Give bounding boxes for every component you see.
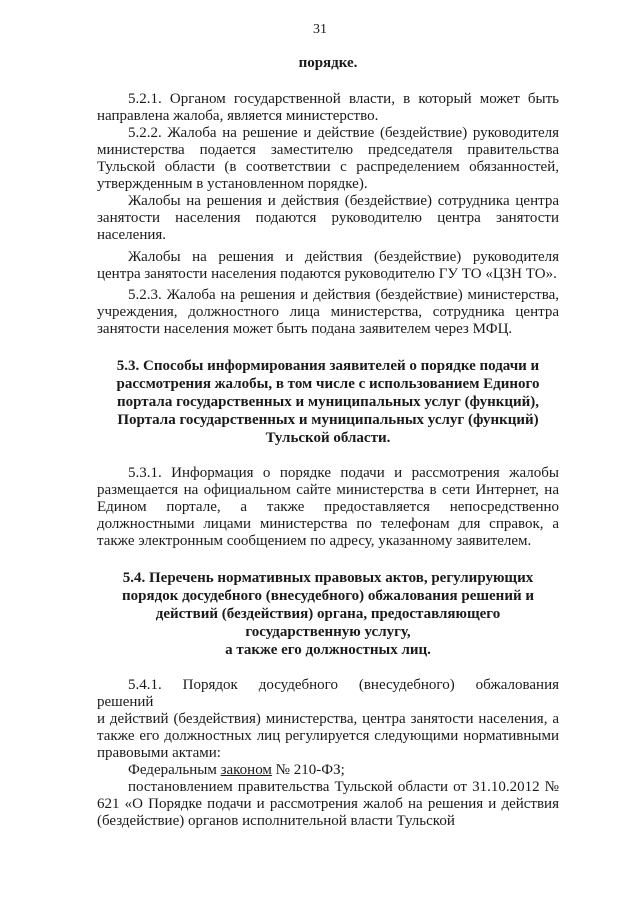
heading-5-4	[97, 569, 559, 659]
paragraph-5-4-1-first-line: 5.4.1. Порядок досудебного (внесудебного) обжалования	[128, 677, 559, 693]
paragraph-5-3-1: 5.3.1. Информация о порядке подачи и рассмотрения жалобы размещается на официальном сайте министерства в сети Интернет, на Едином портале, а также предоставляется непосредственно должностными лицами министерства по телефонам для справок, а также электронным сообщением по адресу, указанному заявителем.	[97, 465, 559, 549]
heading-5-4-line: государственную услугу,	[245, 624, 411, 640]
heading-5-3-line: портала государственных и муниципальных услуг (функций),	[116, 394, 540, 410]
paragraph-5-4-1-wrap: решений	[97, 694, 154, 710]
page-number: 31	[313, 22, 327, 37]
federal-law-suffix: № 210-ФЗ;	[275, 762, 345, 778]
heading-5-3-line: 5.3. Способы информирования заявителей о порядке подачи и	[116, 358, 540, 374]
heading-5-3-line: рассмотрения жалобы, в том числе с использованием Единого	[116, 376, 540, 392]
heading-5-4-line: 5.4. Перечень нормативных правовых актов, регулирующих	[122, 570, 534, 586]
heading-5-4-line: порядок досудебного (внесудебного) обжалования решений и	[122, 588, 534, 604]
paragraph-decree: постановлением правительства Тульской области от 31.10.2012 № 621 «О Порядке подачи и рассмотрения жалоб на решения и действия (бездействие) органов исполнительной власти Тульской	[97, 779, 559, 829]
heading-5-3	[97, 357, 559, 447]
federal-law-link[interactable]: законом	[220, 762, 272, 778]
intro-line: порядке.	[298, 55, 358, 71]
heading-5-4-line: а также его должностных лиц.	[225, 642, 431, 658]
heading-5-4-line: действий (бездействия) органа, предоставляющего	[155, 606, 501, 622]
federal-law-line	[97, 762, 559, 779]
heading-5-3-line: Портала государственных и муниципальных услуг (функций)	[117, 412, 539, 428]
federal-law-prefix: Федеральным	[128, 762, 217, 778]
paragraph-5-2-3: 5.2.3. Жалоба на решения и действия (бездействие) министерства, учреждения, должностного лица министерства, сотрудника центра занятости населения может быть подана заявителем через МФЦ.	[97, 287, 559, 337]
document-body	[97, 55, 559, 830]
paragraph-5-2-2: 5.2.2. Жалоба на решение и действие (бездействие) руководителя министерства подается заместителю председателя правительства Тульской области (в соответствии с распределением обязанностей, утвержденным в установленном порядке).	[97, 125, 559, 192]
paragraph-czn-head: Жалобы на решения и действия (бездействие) руководителя центра занятости населения подаются руководителю ГУ ТО «ЦЗН ТО».	[97, 249, 559, 282]
paragraph-5-2-1: 5.2.1. Органом государственной власти, в который может быть направлена жалоба, является министерство.	[97, 91, 559, 124]
paragraph-czn-staff: Жалобы на решения и действия (бездействие) сотрудника центра занятости населения подаются руководителю центра занятости населения.	[97, 193, 559, 243]
paragraph-5-4-1: и действий (бездействия) министерства, центра занятости населения, а также его должностных лиц регулируется следующими нормативными правовыми актами:	[97, 711, 559, 761]
heading-5-3-line: Тульской области.	[265, 430, 391, 446]
